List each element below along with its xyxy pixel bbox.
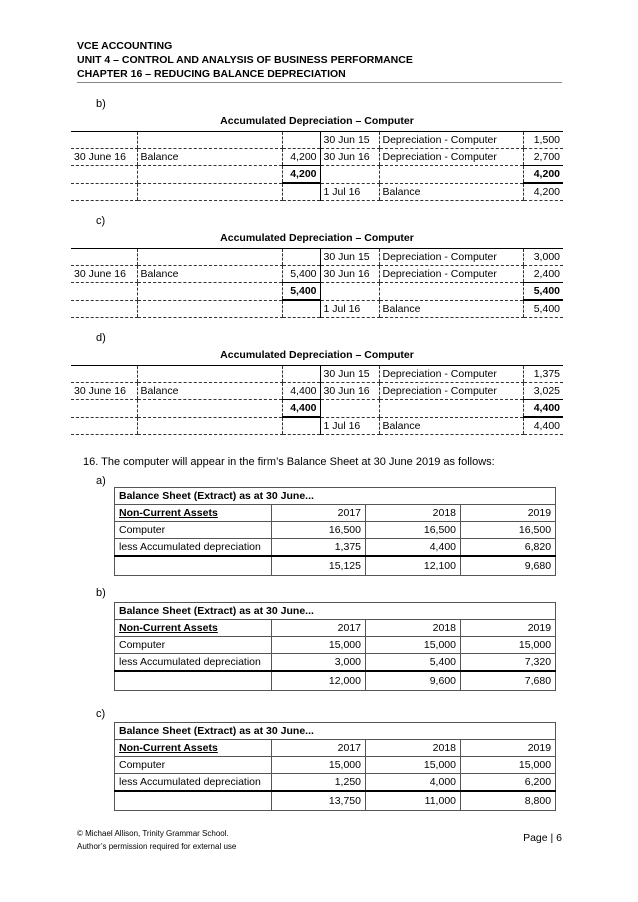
ledger-account-b <box>71 131 563 201</box>
cr-account: Depreciation - Computer <box>379 366 523 383</box>
cr-account: Balance <box>379 183 523 201</box>
total-row <box>115 791 556 811</box>
subject-title: VCE ACCOUNTING <box>77 40 173 52</box>
cr-account: Depreciation - Computer <box>379 149 523 166</box>
cr-account: Depreciation - Computer <box>379 132 523 149</box>
dr-date: 30 June 16 <box>71 149 137 166</box>
ledger-label: b) <box>96 98 106 110</box>
table-row <box>115 757 556 774</box>
header-divider <box>77 82 562 83</box>
dr-total: 4,200 <box>282 166 320 184</box>
balance-sheet-label: b) <box>96 587 106 599</box>
cell-value: 15,000 <box>272 637 366 654</box>
table-row <box>115 637 556 654</box>
dr-account <box>137 300 282 318</box>
page-number: Page | 6 <box>523 832 562 844</box>
ledger-label: d) <box>96 332 106 344</box>
dr-date: 30 June 16 <box>71 266 137 283</box>
ledger-title: Accumulated Depreciation – Computer <box>220 232 414 244</box>
table-row <box>115 654 556 672</box>
ledger-row <box>71 132 563 149</box>
cr-account: Balance <box>379 300 523 318</box>
dr-date <box>71 283 137 301</box>
balance-sheet-label: a) <box>96 475 106 487</box>
dr-account <box>137 249 282 266</box>
cr-date <box>320 283 379 301</box>
cell-value: 6,820 <box>461 539 556 557</box>
balance-sheet-b <box>114 602 555 691</box>
total-value: 8,800 <box>461 791 556 811</box>
total-value: 15,125 <box>272 556 366 576</box>
total-value: 13,750 <box>272 791 366 811</box>
ledger-row <box>71 149 563 166</box>
cell-value: 3,000 <box>272 654 366 672</box>
row-label: less Accumulated depreciation <box>115 774 272 792</box>
year-header: 2017 <box>272 505 366 522</box>
dr-account <box>137 183 282 201</box>
cr-account: Depreciation - Computer <box>379 249 523 266</box>
unit-title: UNIT 4 – CONTROL AND ANALYSIS OF BUSINESS PERFORMANCE <box>77 54 413 66</box>
cr-date: 1 Jul 16 <box>320 183 379 201</box>
copyright-text: © Michael Allison, Trinity Grammar School. <box>77 829 229 838</box>
ledger-total-row <box>71 400 563 418</box>
ledger-row <box>71 383 563 400</box>
total-value: 12,000 <box>272 671 366 691</box>
dr-amount <box>282 366 320 383</box>
year-header: 2017 <box>272 620 366 637</box>
total-row <box>115 556 556 576</box>
total-value: 9,680 <box>461 556 556 576</box>
dr-amount <box>282 132 320 149</box>
cell-value: 15,000 <box>461 637 556 654</box>
ledger-row <box>71 183 563 201</box>
balance-sheet-label: c) <box>96 708 106 720</box>
cell-value: 15,000 <box>366 637 461 654</box>
ledger-row <box>71 249 563 266</box>
dr-date <box>71 166 137 184</box>
cr-account: Balance <box>379 417 523 435</box>
dr-amount <box>282 249 320 266</box>
ledger-total-row <box>71 166 563 184</box>
year-header: 2018 <box>366 620 461 637</box>
row-label: less Accumulated depreciation <box>115 654 272 672</box>
row-label: less Accumulated depreciation <box>115 539 272 557</box>
cr-date: 30 Jun 15 <box>320 366 379 383</box>
ledger-row <box>71 266 563 283</box>
footer-copyright <box>77 827 236 853</box>
dr-date <box>71 400 137 418</box>
permission-text: Author’s permission required for external use <box>77 842 237 851</box>
dr-total: 5,400 <box>282 283 320 301</box>
ledger-row <box>71 300 563 318</box>
total-label-cell <box>115 671 272 691</box>
ledger-row <box>71 366 563 383</box>
year-header: 2019 <box>461 740 556 757</box>
table-row <box>115 522 556 539</box>
year-header: 2018 <box>366 740 461 757</box>
table-row <box>115 539 556 557</box>
ledger-account-c <box>71 248 563 318</box>
cell-value: 16,500 <box>461 522 556 539</box>
balance-sheet-title: Balance Sheet (Extract) as at 30 June... <box>115 603 556 620</box>
balance-sheet-title: Balance Sheet (Extract) as at 30 June... <box>115 488 556 505</box>
cr-amount: 2,400 <box>523 266 563 283</box>
dr-amount <box>282 417 320 435</box>
chapter-title: CHAPTER 16 – REDUCING BALANCE DEPRECIATION <box>77 68 346 80</box>
ledger-title: Accumulated Depreciation – Computer <box>220 115 414 127</box>
dr-amount: 5,400 <box>282 266 320 283</box>
dr-total: 4,400 <box>282 400 320 418</box>
dr-account <box>137 132 282 149</box>
cell-value: 15,000 <box>366 757 461 774</box>
balance-sheet-title: Balance Sheet (Extract) as at 30 June... <box>115 723 556 740</box>
dr-account <box>137 400 282 418</box>
cell-value: 16,500 <box>272 522 366 539</box>
dr-date <box>71 132 137 149</box>
cr-account: Depreciation - Computer <box>379 383 523 400</box>
cr-date: 1 Jul 16 <box>320 300 379 318</box>
cr-date: 30 Jun 15 <box>320 132 379 149</box>
cell-value: 5,400 <box>366 654 461 672</box>
cr-amount: 1,500 <box>523 132 563 149</box>
total-value: 12,100 <box>366 556 461 576</box>
total-value: 11,000 <box>366 791 461 811</box>
total-row <box>115 671 556 691</box>
dr-date <box>71 300 137 318</box>
cr-account <box>379 283 523 301</box>
total-value: 9,600 <box>366 671 461 691</box>
cr-account <box>379 166 523 184</box>
table-row <box>115 774 556 792</box>
ledger-title: Accumulated Depreciation – Computer <box>220 349 414 361</box>
cr-account <box>379 400 523 418</box>
question-16-text: 16. The computer will appear in the firm’s Balance Sheet at 30 June 2019 as follows: <box>83 456 495 468</box>
cell-value: 15,000 <box>461 757 556 774</box>
row-label: Computer <box>115 522 272 539</box>
cell-value: 16,500 <box>366 522 461 539</box>
total-label-cell <box>115 556 272 576</box>
cr-amount: 3,000 <box>523 249 563 266</box>
dr-amount <box>282 300 320 318</box>
cr-date: 30 Jun 16 <box>320 149 379 166</box>
balance-sheet-a <box>114 487 555 576</box>
dr-amount: 4,400 <box>282 383 320 400</box>
ledger-row <box>71 417 563 435</box>
cr-date: 30 Jun 15 <box>320 249 379 266</box>
dr-account <box>137 366 282 383</box>
section-heading: Non-Current Assets <box>115 505 272 522</box>
cell-value: 1,250 <box>272 774 366 792</box>
row-label: Computer <box>115 637 272 654</box>
dr-account <box>137 417 282 435</box>
cr-amount: 4,400 <box>523 417 563 435</box>
section-heading: Non-Current Assets <box>115 620 272 637</box>
balance-sheet-c <box>114 722 555 811</box>
cell-value: 4,000 <box>366 774 461 792</box>
dr-account: Balance <box>137 383 282 400</box>
cr-account: Depreciation - Computer <box>379 266 523 283</box>
dr-account: Balance <box>137 149 282 166</box>
cr-total: 4,200 <box>523 166 563 184</box>
cr-date <box>320 400 379 418</box>
dr-account <box>137 166 282 184</box>
cr-amount: 1,375 <box>523 366 563 383</box>
cell-value: 15,000 <box>272 757 366 774</box>
dr-date <box>71 183 137 201</box>
cr-amount: 4,200 <box>523 183 563 201</box>
cr-total: 4,400 <box>523 400 563 418</box>
cell-value: 4,400 <box>366 539 461 557</box>
row-label: Computer <box>115 757 272 774</box>
dr-date <box>71 366 137 383</box>
cr-amount: 2,700 <box>523 149 563 166</box>
total-value: 7,680 <box>461 671 556 691</box>
cr-date <box>320 166 379 184</box>
year-header: 2017 <box>272 740 366 757</box>
dr-date <box>71 249 137 266</box>
dr-account: Balance <box>137 266 282 283</box>
cr-date: 1 Jul 16 <box>320 417 379 435</box>
document-header <box>77 39 562 81</box>
ledger-account-d <box>71 365 563 435</box>
cr-date: 30 Jun 16 <box>320 383 379 400</box>
year-header: 2019 <box>461 620 556 637</box>
cr-amount: 3,025 <box>523 383 563 400</box>
dr-amount: 4,200 <box>282 149 320 166</box>
dr-date <box>71 417 137 435</box>
cr-total: 5,400 <box>523 283 563 301</box>
year-header: 2019 <box>461 505 556 522</box>
year-header: 2018 <box>366 505 461 522</box>
dr-account <box>137 283 282 301</box>
ledger-total-row <box>71 283 563 301</box>
total-label-cell <box>115 791 272 811</box>
cr-date: 30 Jun 16 <box>320 266 379 283</box>
ledger-label: c) <box>96 215 106 227</box>
section-heading: Non-Current Assets <box>115 740 272 757</box>
dr-amount <box>282 183 320 201</box>
cell-value: 1,375 <box>272 539 366 557</box>
cell-value: 7,320 <box>461 654 556 672</box>
dr-date: 30 June 16 <box>71 383 137 400</box>
cr-amount: 5,400 <box>523 300 563 318</box>
cell-value: 6,200 <box>461 774 556 792</box>
